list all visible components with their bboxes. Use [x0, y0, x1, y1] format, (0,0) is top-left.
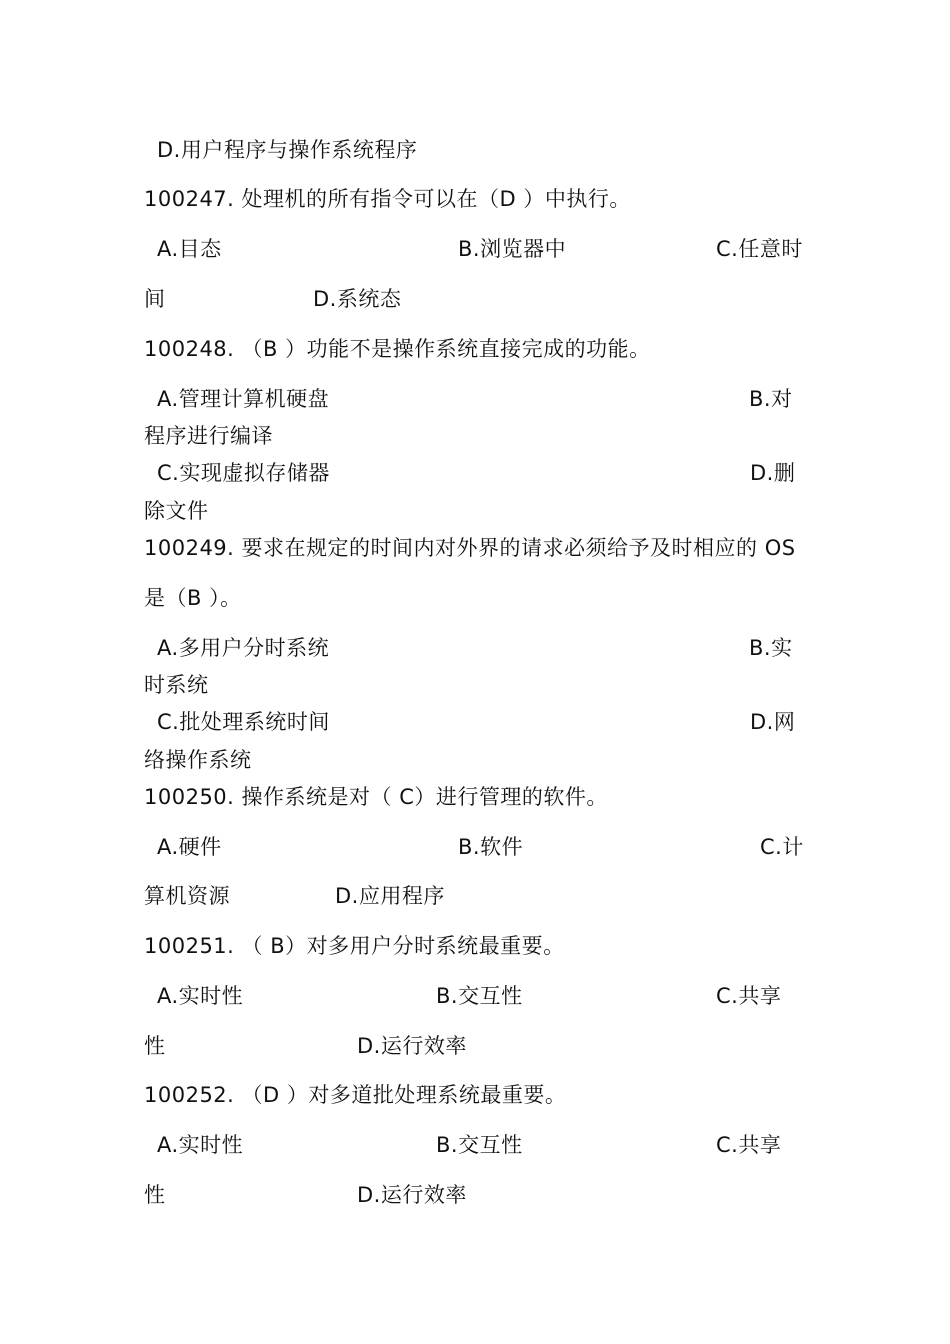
option-b: B.交互性 — [436, 984, 523, 1008]
option-a: A.管理计算机硬盘 — [157, 387, 330, 411]
question-line: 100249. 要求在规定的时间内对外界的请求必须给予及时相应的 OS — [144, 536, 796, 560]
option-d: D.运行效率 — [357, 1183, 467, 1207]
option-c: C.批处理系统时间 — [157, 710, 330, 734]
option-a: A.实时性 — [157, 984, 244, 1008]
option-d: D.系统态 — [313, 287, 402, 311]
option-b: B.实 — [749, 636, 793, 660]
option-c: C.实现虚拟存储器 — [157, 461, 330, 485]
option-d: D.网 — [750, 710, 796, 734]
option-d: D.删 — [750, 461, 796, 485]
option-b: B.交互性 — [436, 1133, 523, 1157]
option-a: A.实时性 — [157, 1133, 244, 1157]
option-a: A.多用户分时系统 — [157, 636, 330, 660]
option-continuation: 性 — [144, 1034, 166, 1058]
option-c: C.计 — [760, 835, 804, 859]
option-a: A.硬件 — [157, 835, 222, 859]
option-continuation: 性 — [144, 1183, 166, 1207]
option-d: D.运行效率 — [357, 1034, 467, 1058]
option-continuation: 络操作系统 — [144, 748, 252, 772]
option-d: D.应用程序 — [335, 884, 445, 908]
question-line: 100251. （ B）对多用户分时系统最重要。 — [144, 934, 565, 958]
option-b: B.对 — [749, 387, 793, 411]
option-b: B.浏览器中 — [458, 237, 567, 261]
option-continuation: 程序进行编译 — [144, 424, 273, 448]
question-line: 100250. 操作系统是对（ C）进行管理的软件。 — [144, 785, 608, 809]
option-c: C.任意时 — [716, 237, 803, 261]
option-continuation: 间 — [144, 287, 166, 311]
option-c: C.共享 — [716, 1133, 782, 1157]
option-c: C.共享 — [716, 984, 782, 1008]
option-continuation: 除文件 — [144, 499, 209, 523]
option-b: B.软件 — [458, 835, 524, 859]
question-line: 100247. 处理机的所有指令可以在（D ）中执行。 — [144, 187, 631, 211]
option-continuation: 算机资源 — [144, 884, 230, 908]
option-a: A.目态 — [157, 237, 222, 261]
question-line: 100252. （D ）对多道批处理系统最重要。 — [144, 1083, 567, 1107]
question-line: 100248. （B ）功能不是操作系统直接完成的功能。 — [144, 337, 651, 361]
question-continuation: 是（B ）。 — [144, 586, 242, 610]
option-line: D.用户程序与操作系统程序 — [157, 138, 418, 162]
option-continuation: 时系统 — [144, 673, 209, 697]
